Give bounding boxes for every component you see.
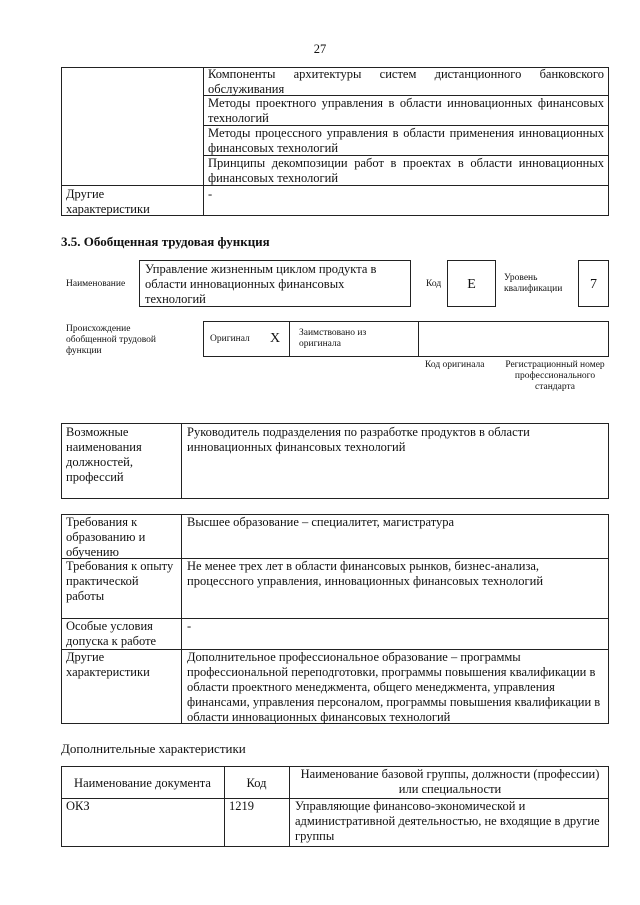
original-label: Оригинал bbox=[210, 334, 250, 344]
additional-header: Код bbox=[246, 776, 267, 790]
code-value: Е bbox=[467, 277, 476, 292]
additional-title: Дополнительные характеристики bbox=[61, 741, 246, 756]
requirement-value: Высшее образование – специалитет, магистратура bbox=[187, 515, 455, 529]
positions-label: Возможные наименования должностей, профессий bbox=[66, 425, 142, 484]
requirement-label: Другие характеристики bbox=[66, 650, 150, 679]
name-label: Наименование bbox=[66, 279, 126, 289]
requirement-value: Дополнительное профессиональное образование – программы профессиональной переподготовки, программы повышения квалификации в области проектного менеджмента, общего менеджмента, управления финансами, управления персоналом, программы повышения квалификации в области инновационных финансовых технологий bbox=[187, 650, 601, 724]
other-characteristics-value: - bbox=[208, 187, 213, 201]
origin-label: Происхождение обобщенной трудовой функции bbox=[66, 324, 156, 356]
reg-number-caption: Регистрационный номер профессионального стандарта bbox=[505, 360, 605, 392]
name-value: Управление жизненным циклом продукта в области инновационных финансовых технологий bbox=[145, 262, 377, 306]
requirement-label: Требования к опыту практической работы bbox=[66, 559, 174, 603]
additional-cell: ОКЗ bbox=[66, 799, 90, 813]
requirement-value: - bbox=[187, 619, 192, 633]
original-mark: Х bbox=[270, 331, 281, 346]
top-table-row: Методы проектного управления в области инновационных финансовых технологий bbox=[208, 96, 604, 125]
code-original-caption: Код оригинала bbox=[425, 360, 485, 370]
positions-value: Руководитель подразделения по разработке продуктов в области инновационных финансовых технологий bbox=[187, 425, 530, 454]
additional-cell: 1219 bbox=[229, 799, 254, 813]
section-title: 3.5. Обобщенная трудовая функция bbox=[61, 234, 270, 249]
code-label: Код bbox=[426, 279, 442, 289]
top-table-row: Методы процессного управления в области применения инновационных финансовых технологий bbox=[208, 126, 604, 155]
requirement-label: Требования к образованию и обучению bbox=[66, 515, 146, 559]
additional-header: Наименование документа bbox=[74, 776, 211, 790]
requirement-label: Особые условия допуска к работе bbox=[66, 619, 157, 648]
requirement-value: Не менее трех лет в области финансовых рынков, бизнес-анализа, процессного управления, инновационных финансовых технологий bbox=[187, 559, 544, 588]
top-table-row: Компоненты архитектуры систем дистанционного банковского обслуживания bbox=[208, 67, 604, 96]
top-table-row: Принципы декомпозиции работ в проектах в области инновационных финансовых технологий bbox=[208, 156, 604, 185]
page-number: 27 bbox=[313, 42, 327, 56]
additional-header: Наименование базовой группы, должности (профессии) или специальности bbox=[300, 767, 600, 796]
other-characteristics-label: Другие характеристики bbox=[66, 187, 150, 216]
borrowed-label: Заимствовано из оригинала bbox=[299, 328, 367, 349]
level-value: 7 bbox=[590, 277, 597, 292]
level-label: Уровень квалификации bbox=[504, 273, 563, 294]
additional-cell: Управляющие финансово-экономической и административной деятельностью, не входящие в другие группы bbox=[295, 799, 600, 843]
